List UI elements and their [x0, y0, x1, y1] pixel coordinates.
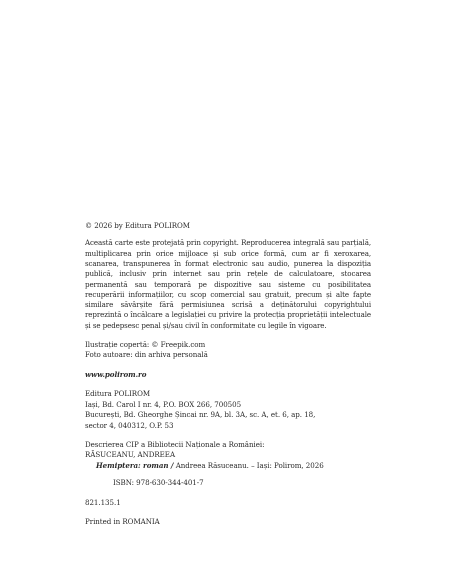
- cip-heading: Descrierea CIP a Bibliotecii Naționale a României:: [85, 439, 265, 449]
- legal-notice-text: Această carte este protejată prin copyright. Reproducerea integrală sau parțială, multiplicarea prin orice mijloace și sub orice formă, cum ar fi xeroxarea, scanarea, transpunerea în format electronic sau audio, punerea la dispoziția publică, inclusiv prin internet sau prin rețele de calculatoare, stocarea permanentă sau temporară pe dispozitive sau sisteme cu posibilitatea recuperării informațiilor, cu scop comercial sau gratuit, precum și alte fapte similare săvârșite fără permisiunea scrisă a deținătorului copyrightului reprezintă o încălcare a legislației cu privire la protecția proprietății intelectuale și se pedepsesc penal și/sau civil în conformitate cu legile în vigoare.: [85, 238, 371, 330]
- publisher-address-bucharest-sector: sector 4, 040312, O.P. 53: [85, 420, 174, 430]
- printed-in: Printed in ROMANIA: [85, 516, 160, 526]
- cover-credit: Ilustrație copertă: © Freepik.com: [85, 340, 206, 350]
- publisher-address-iasi: Iași, Bd. Carol I nr. 4, P.O. BOX 266, 700505: [85, 399, 242, 409]
- legal-notice: [85, 238, 371, 331]
- cip-title: Hemiptera: roman /: [96, 460, 174, 470]
- publisher-address-bucharest: București, Bd. Gheorghe Șincai nr. 9A, bl. 3A, sc. A, et. 6, ap. 18,: [85, 410, 316, 420]
- author-photo-credit: Foto autoare: din arhiva personală: [85, 350, 208, 360]
- publisher-name: Editura POLIROM: [85, 389, 151, 399]
- cip-author: RĂSUCEANU, ANDREEA: [85, 450, 176, 460]
- cip-title-rest: Andreea Răsuceanu. – Iași: Polirom, 2026: [173, 460, 324, 470]
- cip-isbn: ISBN: 978-630-344-401-7: [113, 478, 204, 488]
- website-link[interactable]: www.polirom.ro: [85, 369, 147, 379]
- copyright-page: [85, 221, 371, 527]
- copyright-line: © 2026 by Editura POLIROM: [85, 221, 191, 230]
- cip-title-line: [85, 461, 371, 471]
- udc-code: 821.135.1: [85, 497, 121, 507]
